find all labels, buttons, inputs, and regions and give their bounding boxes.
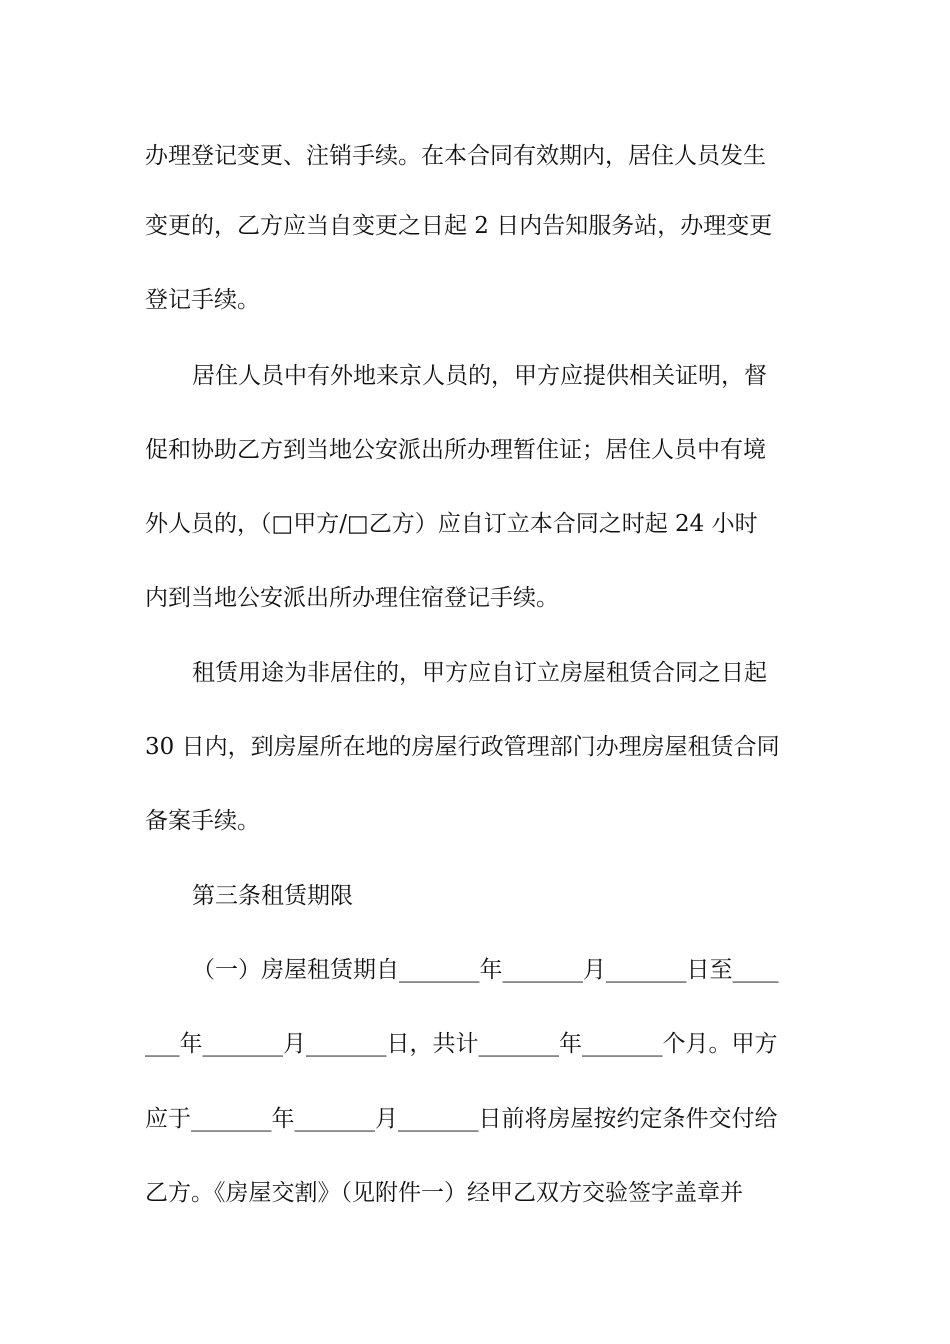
paragraph-start-line: 租赁用途为非居住的，甲方应自订立房屋租赁合同之日起 <box>192 660 767 686</box>
text-line: 外人员的，（□甲方/□乙方）应自订立本合同之时起 24 小时 <box>145 511 758 537</box>
text-line: 登记手续。 <box>145 287 260 313</box>
text-line: 促和协助乙方到当地公安派出所办理暂住证；居住人员中有境 <box>145 437 766 463</box>
text-line: 乙方。《房屋交割》（见附件一）经甲乙双方交验签字盖章并 <box>145 1180 743 1206</box>
text-line: 办理登记变更、注销手续。在本合同有效期内，居住人员发生 <box>145 143 766 169</box>
text-line: 备案手续。 <box>145 808 260 834</box>
text-line: 变更的，乙方应当自变更之日起 2 日内告知服务站，办理变更 <box>145 213 773 239</box>
text-line: ___年_______月_______日，共计_______年_______个月。甲方 <box>145 1031 778 1057</box>
section-heading: 第三条租赁期限 <box>192 883 353 909</box>
text-line: 30 日内，到房屋所在地的房屋行政管理部门办理房屋租赁合同 <box>145 734 780 760</box>
text-line: 应于_______年_______月_______日前将房屋按约定条件交付给 <box>145 1106 778 1132</box>
paragraph-start-line: （一）房屋租赁期自_______年_______月_______日至____ <box>192 957 779 983</box>
text-line: 内到当地公安派出所办理住宿登记手续。 <box>145 585 559 611</box>
paragraph-start-line: 居住人员中有外地来京人员的，甲方应提供相关证明，督 <box>192 363 767 389</box>
